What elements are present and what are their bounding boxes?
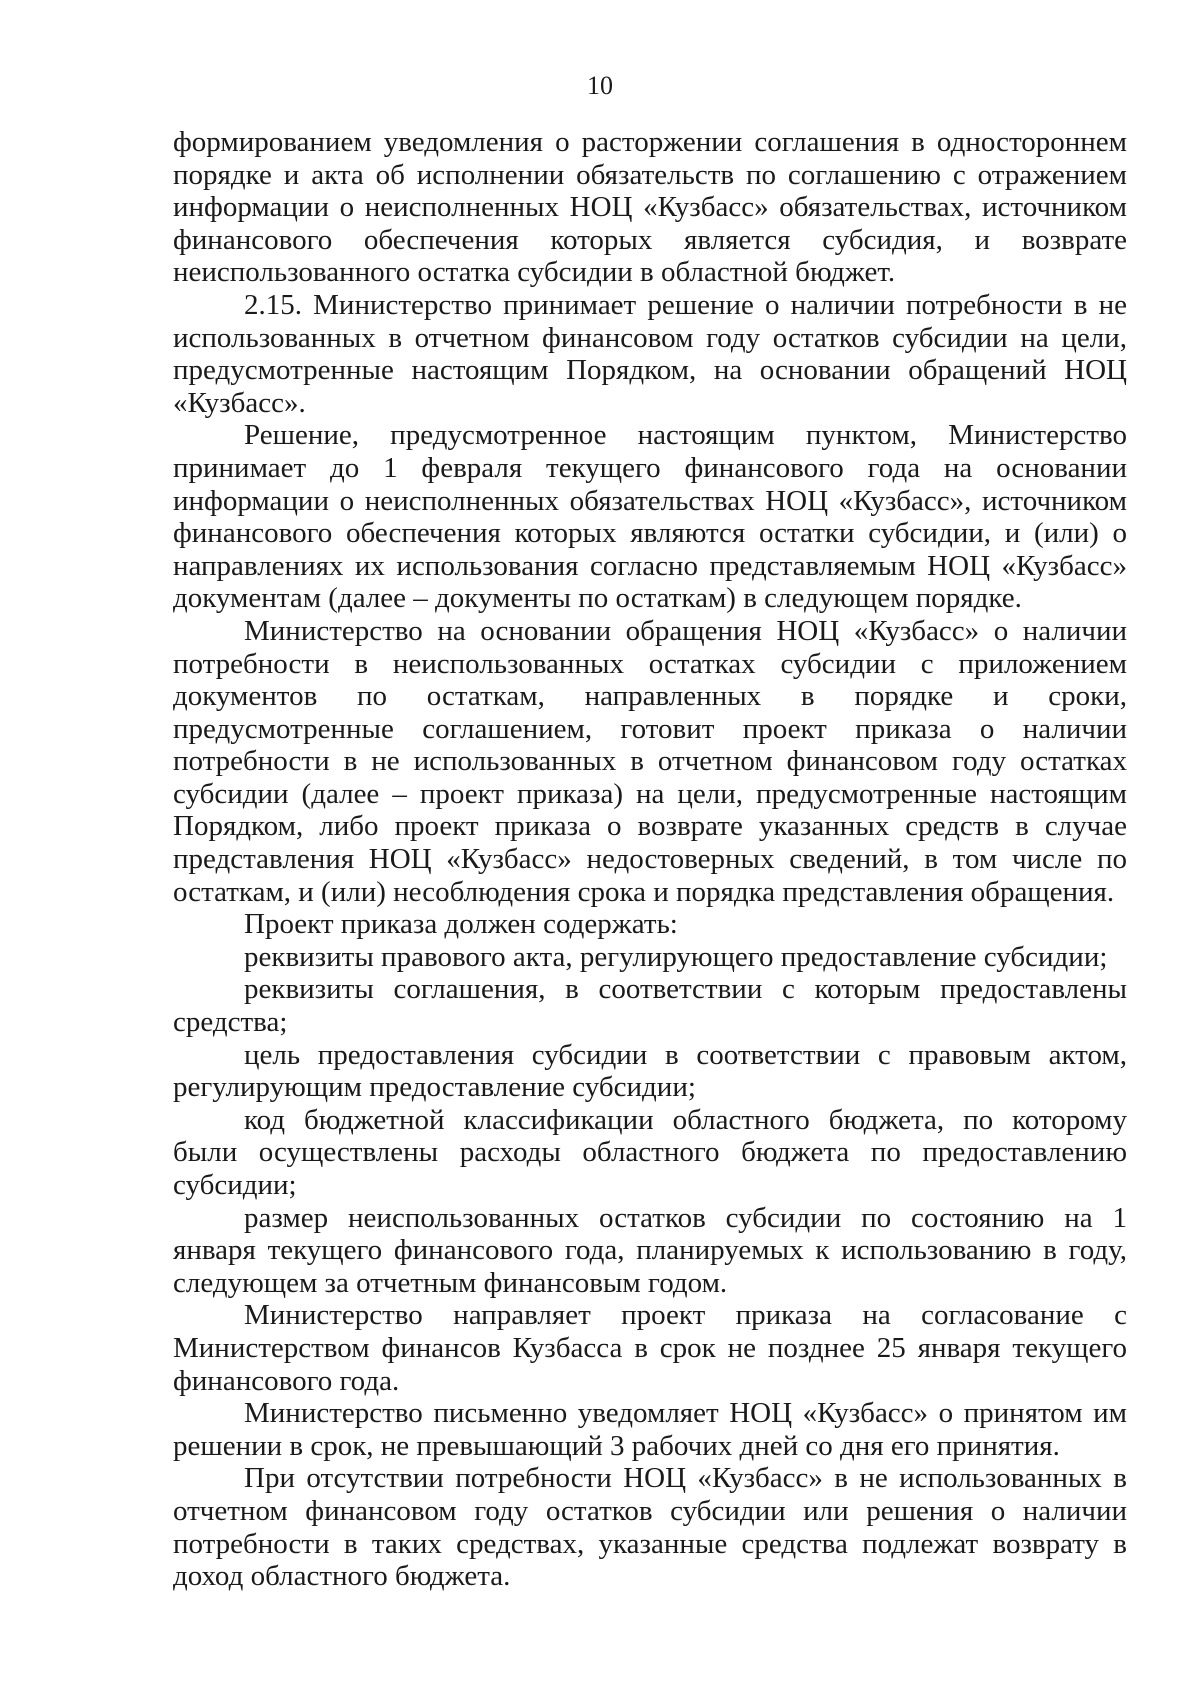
paragraph-10: размер неиспользованных остатков субсидии по состоянию на 1 января текущего финансового года, планируемых к использованию в году, следующем за отчетным финансовым годом.: [173, 1201, 1127, 1299]
document-body: [173, 126, 1127, 1593]
paragraph-6: реквизиты правового акта, регулирующего предоставление субсидии;: [244, 940, 1108, 973]
paragraph-12: Министерство письменно уведомляет НОЦ «Кузбасс» о принятом им решении в срок, не превышающий 3 рабочих дней со дня его принятия.: [173, 1397, 1127, 1462]
paragraph-8: цель предоставления субсидии в соответствии с правовым актом, регулирующим предоставление субсидии;: [173, 1038, 1127, 1104]
paragraph-1: формированием уведомления о расторжении соглашения в одностороннем порядке и акта об исполнении обязательств по соглашению с отражением информации о неисполненных НОЦ «Кузбасс» обязательствах, источником финансового обеспечения которых является субсидия, и возврате неиспользованного остатка субсидии в областной бюджет.: [173, 126, 1127, 289]
paragraph-11: Министерство направляет проект приказа на согласование с Министерством финансов Кузбасса в срок не позднее 25 января текущего финансового года.: [173, 1299, 1127, 1397]
paragraph-5: Проект приказа должен содержать:: [244, 908, 678, 941]
page-number: 10: [587, 71, 613, 100]
paragraph-7: реквизиты соглашения, в соответствии с которым предоставлены средства;: [173, 973, 1127, 1039]
paragraph-9: код бюджетной классификации областного бюджета, по которому были осуществлены расходы областного бюджета по предоставлению субсидии;: [173, 1103, 1127, 1201]
paragraph-2: 2.15. Министерство принимает решение о наличии потребности в не использованных в отчетном финансовом году остатков субсидии на цели, предусмотренные настоящим Порядком, на основании обращений НОЦ «Кузбасс».: [173, 288, 1127, 419]
paragraph-4: Министерство на основании обращения НОЦ «Кузбасс» о наличии потребности в неиспользованных остатках субсидии с приложением документов по остаткам, направленных в порядке и сроки, предусмотренные соглашением, готовит проект приказа о наличии потребности в не использованных в отчетном финансовом году остатках субсидии (далее – проект приказа) на цели, предусмотренные настоящим Порядком, либо проект приказа о возврате указанных средств в случае представления НОЦ «Кузбасс» недостоверных сведений, в том числе по остаткам, и (или) несоблюдения срока и порядка представления обращения.: [173, 614, 1127, 908]
paragraph-3: Решение, предусмотренное настоящим пунктом, Министерство принимает до 1 февраля текущего финансового года на основании информации о неисполненных обязательствах НОЦ «Кузбасс», источником финансового обеспечения которых являются остатки субсидии, и (или) о направлениях их использования согласно представляемым НОЦ «Кузбасс» документам (далее – документы по остаткам) в следующем порядке.: [173, 419, 1127, 615]
paragraph-13: При отсутствии потребности НОЦ «Кузбасс» в не использованных в отчетном финансовом году остатков субсидии или решения о наличии потребности в таких средствах, указанные средства подлежат возврату в доход областного бюджета.: [173, 1462, 1127, 1593]
